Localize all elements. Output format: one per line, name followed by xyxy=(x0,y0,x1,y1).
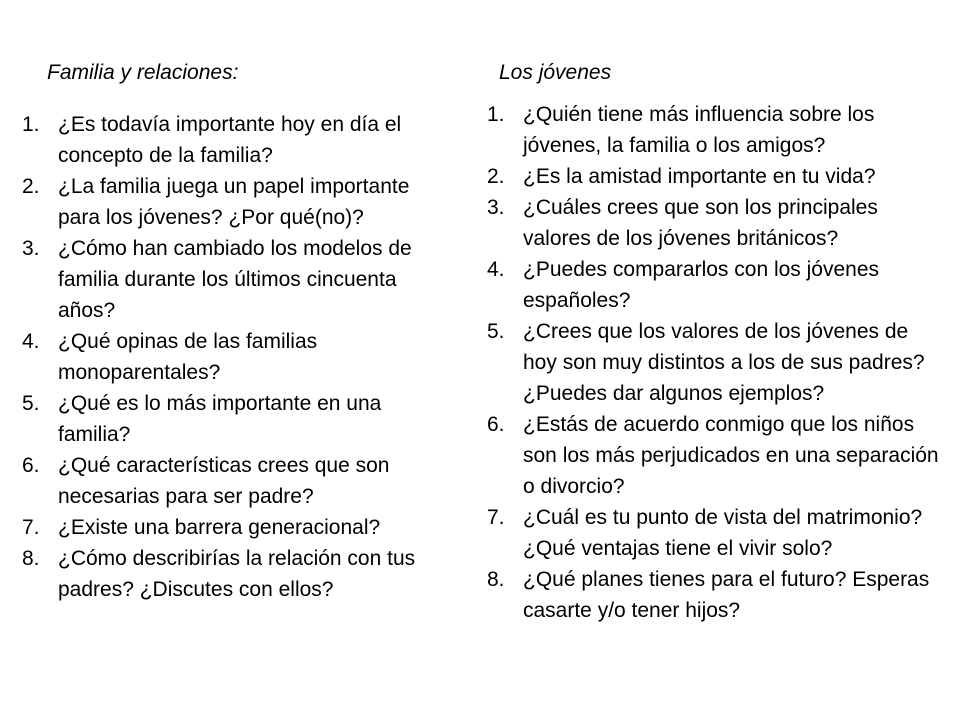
list-item xyxy=(487,409,942,502)
list-item xyxy=(487,502,942,564)
question-text: ¿Quién tiene más influencia sobre los jóvenes, la familia o los amigos? xyxy=(523,103,875,157)
question-text: ¿Es la amistad importante en tu vida? xyxy=(523,165,876,188)
question-text: ¿Qué planes tienes para el futuro? Esperas casarte y/o tener hijos? xyxy=(523,568,930,622)
question-text: ¿Cuál es tu punto de vista del matrimonio? ¿Qué ventajas tiene el vivir solo? xyxy=(523,506,923,560)
list-item xyxy=(22,512,432,543)
list-item xyxy=(22,326,432,388)
list-item xyxy=(22,109,432,171)
question-text: ¿La familia juega un papel importante para los jóvenes? ¿Por qué(no)? xyxy=(58,175,410,229)
question-list-jovenes xyxy=(487,99,942,626)
item-number: 2. xyxy=(487,165,505,188)
item-number: 8. xyxy=(22,547,40,570)
item-number: 7. xyxy=(487,506,505,529)
question-text: ¿Cómo describirías la relación con tus padres? ¿Discutes con ellos? xyxy=(58,547,416,601)
question-text: ¿Cuáles crees que son los principales valores de los jóvenes británicos? xyxy=(523,196,878,250)
item-number: 3. xyxy=(22,237,40,260)
list-item xyxy=(487,192,942,254)
item-number: 2. xyxy=(22,175,40,198)
question-list-familia xyxy=(22,109,432,605)
question-text: ¿Qué es lo más importante en una familia? xyxy=(58,392,382,446)
question-text: ¿Cómo han cambiado los modelos de familia durante los últimos cincuenta años? xyxy=(58,237,412,322)
question-text: ¿Qué características crees que son necesarias para ser padre? xyxy=(58,454,390,508)
item-number: 1. xyxy=(487,103,505,126)
item-number: 5. xyxy=(487,320,505,343)
heading-los-jovenes: Los jóvenes xyxy=(499,61,612,84)
item-number: 3. xyxy=(487,196,505,219)
item-number: 4. xyxy=(487,258,505,281)
item-number: 1. xyxy=(22,113,40,136)
list-item xyxy=(487,99,942,161)
list-item xyxy=(22,388,432,450)
item-number: 8. xyxy=(487,568,505,591)
item-number: 4. xyxy=(22,330,40,353)
heading-familia-relaciones: Familia y relaciones: xyxy=(47,61,239,84)
question-text: ¿Existe una barrera generacional? xyxy=(58,516,381,539)
question-text: ¿Qué opinas de las familias monoparentales? xyxy=(58,330,318,384)
question-text: ¿Crees que los valores de los jóvenes de hoy son muy distintos a los de sus padres? ¿Puedes dar algunos ejemplos? xyxy=(523,320,925,405)
item-number: 6. xyxy=(487,413,505,436)
list-item xyxy=(22,543,432,605)
list-item xyxy=(487,161,942,192)
item-number: 6. xyxy=(22,454,40,477)
question-text: ¿Es todavía importante hoy en día el concepto de la familia? xyxy=(58,113,402,167)
list-item xyxy=(487,316,942,409)
item-number: 7. xyxy=(22,516,40,539)
list-item xyxy=(22,233,432,326)
list-item xyxy=(487,564,942,626)
item-number: 5. xyxy=(22,392,40,415)
question-text: ¿Estás de acuerdo conmigo que los niños son los más perjudicados en una separación o divorcio? xyxy=(523,413,939,498)
question-text: ¿Puedes compararlos con los jóvenes españoles? xyxy=(523,258,880,312)
list-item xyxy=(487,254,942,316)
list-item xyxy=(22,171,432,233)
list-item xyxy=(22,450,432,512)
